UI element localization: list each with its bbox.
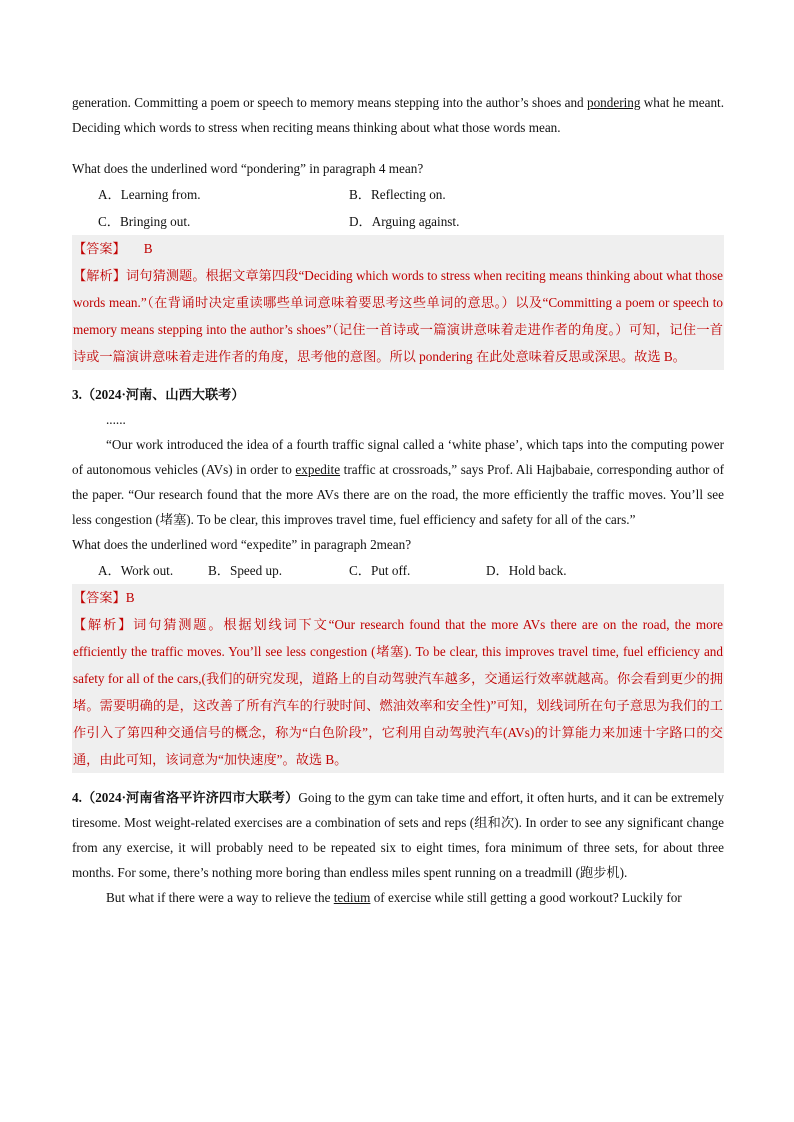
q3-ellipsis: ......	[106, 412, 126, 427]
q3-options-row	[72, 557, 724, 584]
q3-option-a: A．Work out.	[98, 563, 174, 578]
q2-answer-box	[72, 235, 724, 370]
document-page	[72, 90, 724, 910]
q3-answer-box	[72, 584, 724, 773]
q2-option-b: B．Reflecting on.	[349, 187, 446, 202]
q3-option-c: C．Put off.	[349, 563, 411, 578]
q2-option-c: C．Bringing out.	[98, 214, 191, 229]
q3-question: What does the underlined word “expedite” in paragraph 2mean?	[72, 537, 412, 552]
q3-analysis: 【解析】词句猜测题。根据划线词下文“Our research found that the more AVs there are on the road, the more efficiently the traffic moves. You’ll see less congestion (堵塞). To be clear, this improves travel time, fuel efficiency and safety for all of the cars,(我们的研究发现，道路上的自动驾驶汽车越多，交通运行效率就越高。你会看到更少的拥堵。需要明确的是，这改善了所有汽车的行驶时间、燃油效率和安全性)”可知，划线词所在句子意思为我们的工作引入了第四种交通信号的概念，称为“白色阶段”，它利用自动驾驶汽车(AVs)的计算能力来加速十字路口的交通，由此可知，该词意为“加快速度”。故选 B。	[73, 617, 723, 767]
q2-option-a: A．Learning from.	[98, 187, 201, 202]
q4-title: 4.（2024·河南省洛平许济四市大联考）	[72, 790, 299, 805]
q2-answer: 【答案】 B	[73, 241, 153, 256]
q2-options-row-1	[72, 181, 724, 208]
q3-title: 3.（2024·河南、山西大联考）	[72, 387, 245, 402]
q2-option-d: D．Arguing against.	[349, 214, 460, 229]
q2-analysis: 【解析】词句猜测题。根据文章第四段“Deciding which words to stress when reciting means thinking about what those words mean.”（在背诵时决定重读哪些单词意味着要思考这些单词的意思。）以及“Committing a poem or speech to memory means stepping into the author’s shoes”（记住一首诗或一篇演讲意味着走进作者的角度。）可知，记住一首诗或一篇演讲意味着走进作者的角度，思考他的意图。所以 pondering 在此处意味着反思或深思。故选 B。	[73, 268, 723, 364]
q2-question: What does the underlined word “pondering” in paragraph 4 mean?	[72, 161, 424, 176]
q2-passage: generation. Committing a poem or speech to memory means stepping into the author’s shoes and pondering what he meant. Deciding which words to stress when reciting means thinking about what those words mean.	[72, 95, 724, 135]
underlined-word-pondering: pondering	[586, 95, 641, 110]
q4-passage-2: But what if there were a way to relieve the tedium of exercise while still getting a good workout? Luckily for	[106, 890, 682, 905]
underlined-word-expedite: expedite	[295, 462, 341, 477]
q4-passage-1: 4.（2024·河南省洛平许济四市大联考）Going to the gym can take time and effort, it often hurts, and it can be extremely tiresome. Most weight-related exercises are a combination of sets and reps (组和次). In order to see any significant change from any exercise, it will probably need to be repeated six to eight times, fora minimum of three sets, for about three months. For some, there’s nothing more boring than endless miles spent running on a treadmill (跑步机).	[72, 790, 724, 880]
q3-option-d: D．Hold back.	[486, 563, 567, 578]
q3-passage: “Our work introduced the idea of a fourth traffic signal called a ‘white phase’, which taps into the computing power of autonomous vehicles (AVs) in order to expedite traffic at crossroads,” says Prof. Ali Hajbabaie, corresponding author of the paper. “Our research found that the more AVs there are on the road, the more efficiently the traffic moves. You’ll see less congestion (堵塞). To be clear, this improves travel time, fuel efficiency and safety for all of the cars.”	[72, 437, 725, 527]
q2-options-row-2	[72, 208, 724, 235]
underlined-word-tedium: tedium	[333, 890, 371, 905]
q3-answer: 【答案】B	[73, 590, 135, 605]
q3-option-b: B．Speed up.	[208, 563, 282, 578]
